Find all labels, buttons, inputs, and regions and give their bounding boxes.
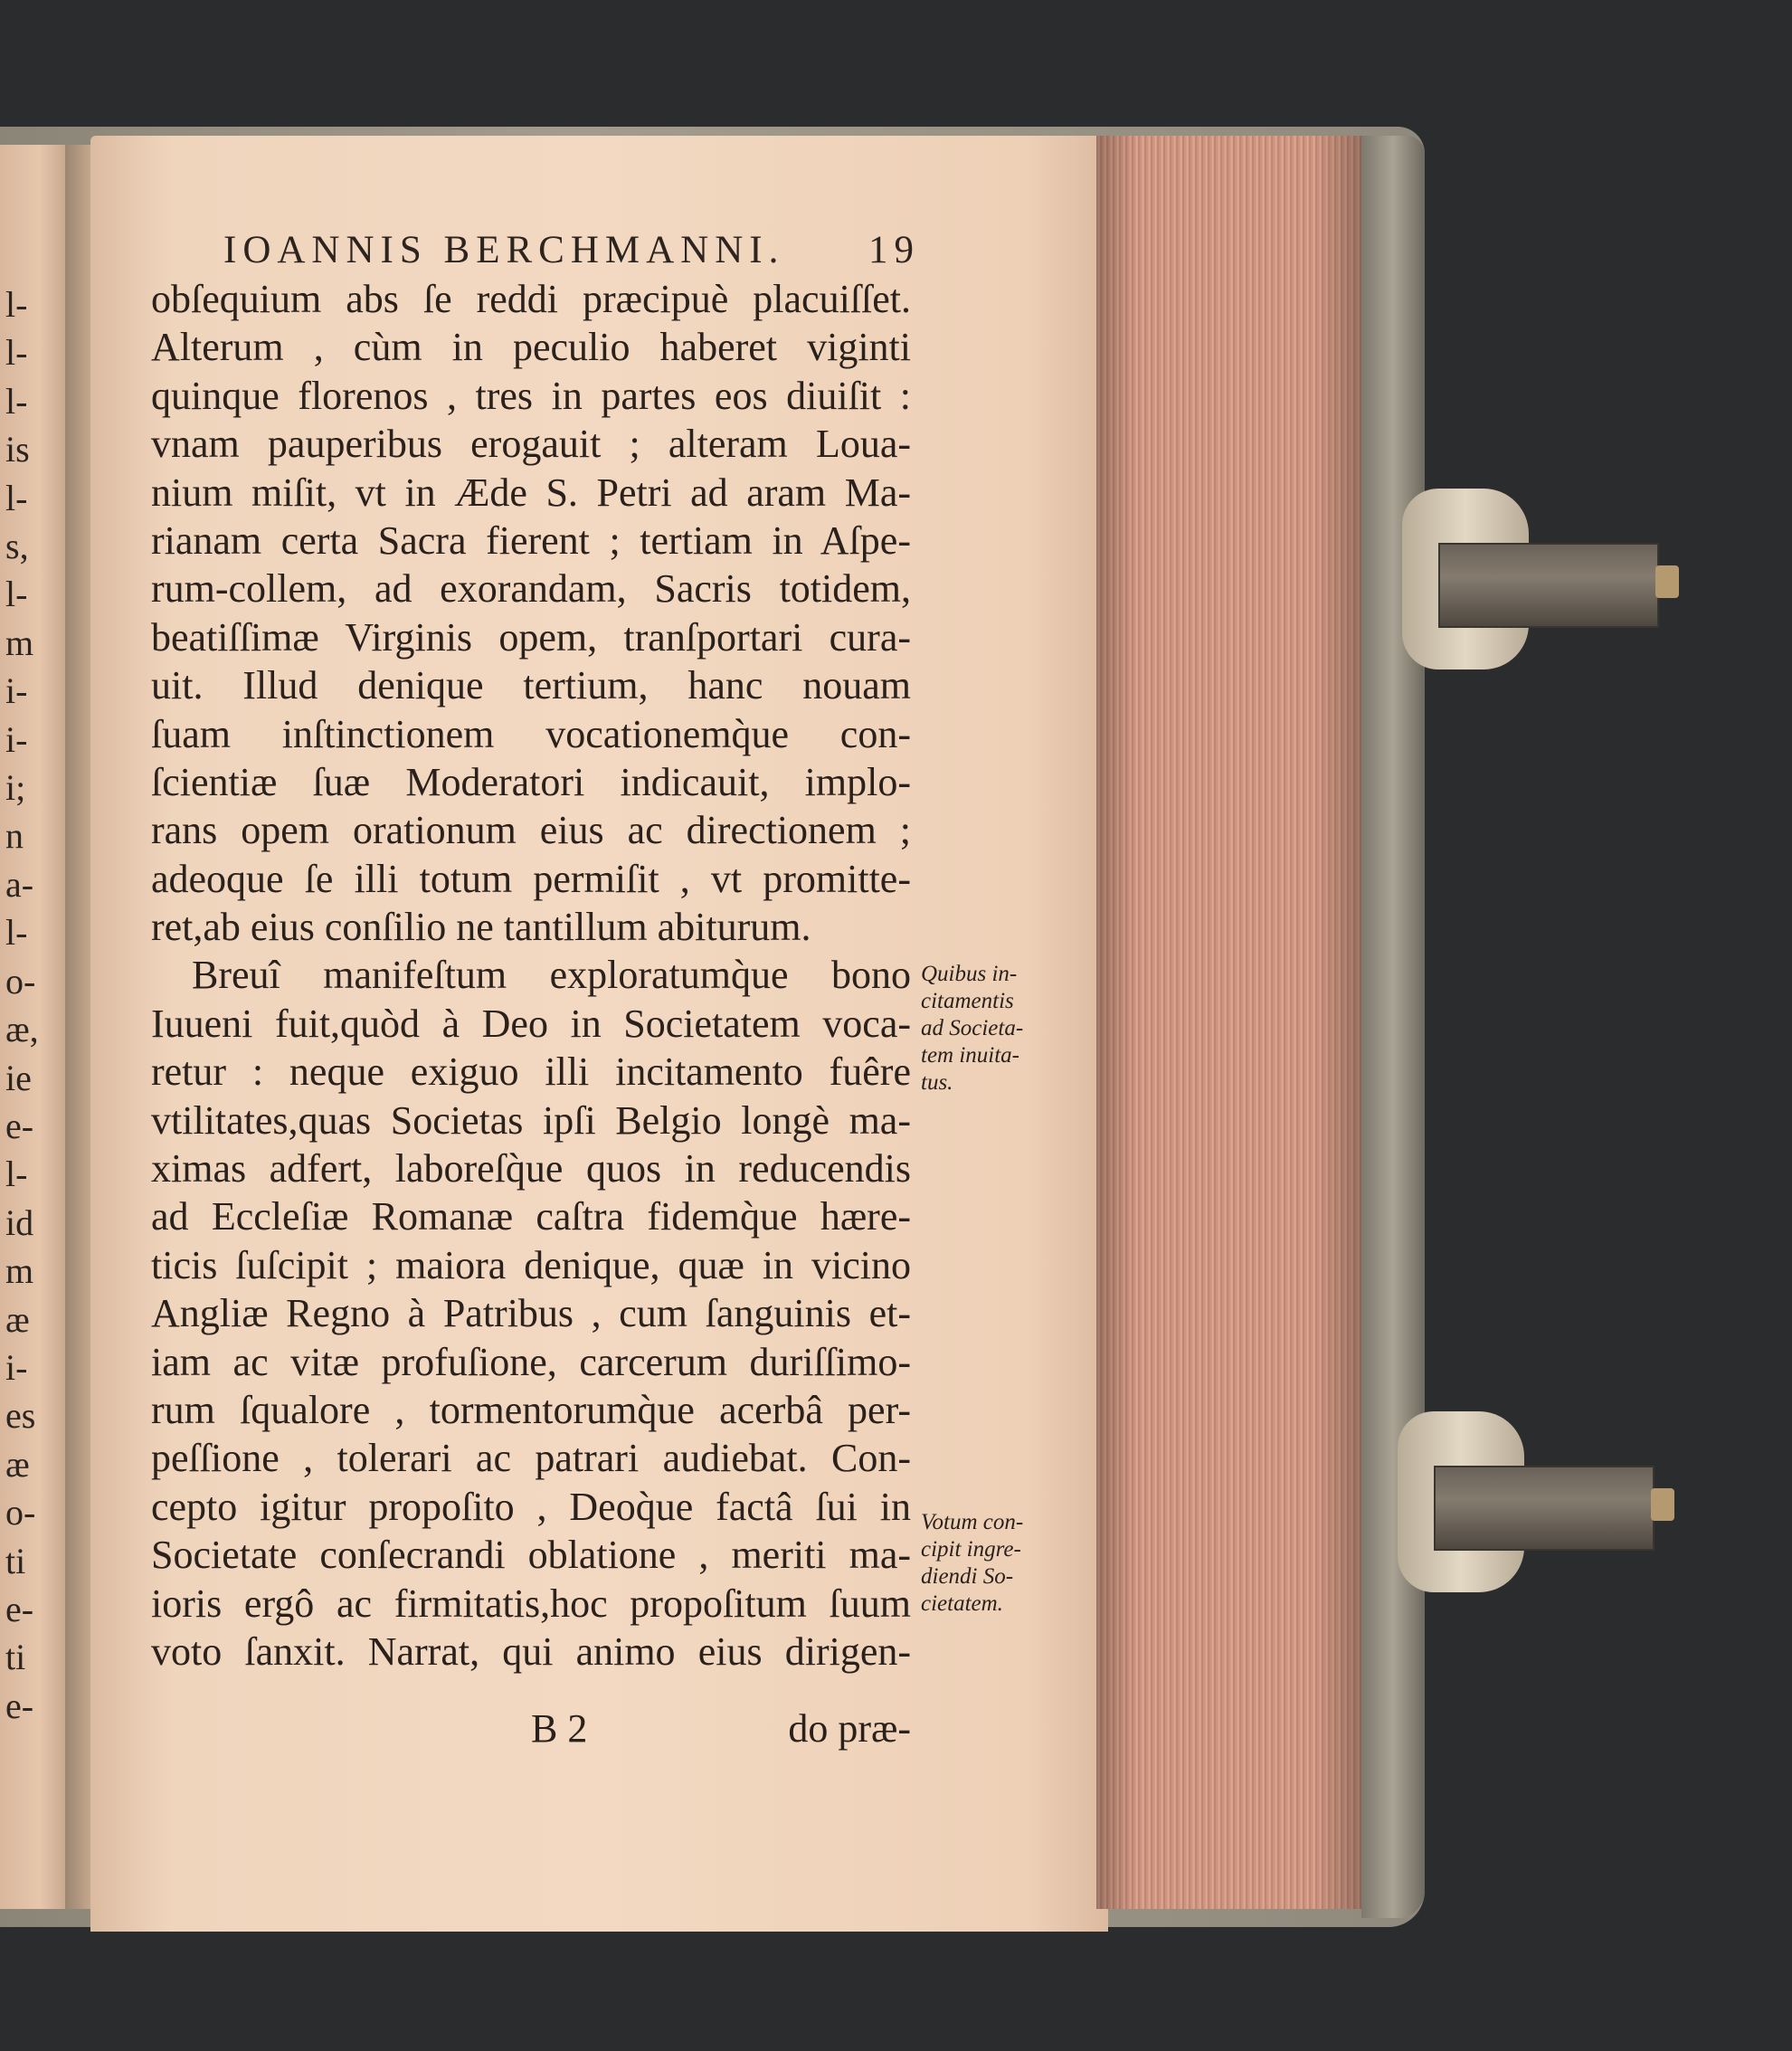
left-fragment: m (5, 622, 34, 663)
cover-edge (1361, 136, 1425, 1918)
left-fragment: id (5, 1201, 34, 1243)
marginal-note (921, 1509, 1079, 1618)
left-fragment: ie (5, 1057, 32, 1098)
left-fragment: m (5, 1250, 34, 1292)
marginal-note-line: ad Societa- (921, 1016, 1024, 1040)
left-fragment: l- (5, 284, 28, 325)
left-fragment: s, (5, 526, 29, 567)
text-line: vtilitates,quas Societas ipſi Belgio longè ma- (151, 1097, 911, 1143)
left-fragment: l- (5, 477, 28, 518)
page-number: 19 (868, 228, 920, 271)
page-edges-shadow (1096, 136, 1368, 1909)
text-line: rianam certa Sacra fierent ; tertiam in Aſpe- (151, 517, 911, 563)
text-line: adeoque ſe illi totum permiſit , vt promitte- (151, 856, 911, 901)
text-line: ret,ab eius conſilio ne tantillum abiturum. (151, 905, 811, 950)
left-fragment: a- (5, 863, 34, 905)
clasp-strap (1434, 1466, 1655, 1551)
left-fragment: e- (5, 1685, 34, 1726)
marginal-note-line: diendi So- (921, 1564, 1014, 1589)
left-fragment: l- (5, 380, 28, 422)
running-head (223, 223, 920, 277)
left-page (0, 145, 65, 1909)
left-fragment: ti (5, 1540, 26, 1581)
book-gutter (65, 145, 92, 1909)
body-text (151, 275, 911, 1676)
catchword: do præ- (788, 1706, 911, 1751)
text-line: Societate conſecrandi oblatione , meriti ma- (151, 1533, 911, 1578)
text-line: ximas adfert, laboreſq̀ue quos in reducendis (151, 1146, 911, 1192)
left-fragment: l- (5, 1154, 28, 1195)
text-line: Breuî manifeſtum exploratumq̀ue bono (192, 953, 911, 998)
left-page-fragments (5, 280, 60, 1730)
text-line: voto ſanxit. Narrat, qui animo eius dirigen- (151, 1628, 911, 1674)
text-line: iam ac vitæ profuſione, carcerum duriſſimo- (151, 1339, 911, 1384)
left-fragment: l- (5, 332, 28, 374)
clasp-strap (1438, 543, 1659, 628)
marginal-note-line: tem inuita- (921, 1043, 1020, 1068)
text-line: ſuam inſtinctionem vocationemq̀ue con- (151, 711, 911, 756)
marginal-note-line: cietatem. (921, 1591, 1003, 1616)
running-head-title: IOANNIS BERCHMANNI. (223, 228, 785, 271)
left-fragment: i; (5, 767, 26, 809)
text-line: Alterum , cùm in peculio haberet viginti (151, 325, 911, 370)
marginal-note-line: Quibus in- (921, 962, 1018, 986)
text-line: obſequium abs ſe reddi præcipuè placuiſſet. (151, 277, 911, 321)
left-fragment: æ, (5, 1009, 39, 1050)
marginal-note-line: cipit ingre- (921, 1537, 1021, 1562)
left-fragment: æ (5, 1298, 30, 1340)
text-line: retur : neque exiguo illi incitamento fuêre (151, 1049, 911, 1095)
text-line: rans opem orationum eius ac directionem ; (151, 808, 911, 853)
text-line: cepto igitur propoſito , Deoq̀ue factâ ſui in (151, 1484, 911, 1529)
text-line: ioris ergô ac firmitatis,hoc propoſitum ſuum (151, 1581, 911, 1626)
text-line: Iuueni fuit,quòd à Deo in Societatem voca- (151, 1001, 911, 1046)
marginal-note (921, 961, 1079, 1097)
text-line: ticis ſuſcipit ; maiora denique, quæ in vicino (151, 1242, 911, 1287)
left-fragment: e- (5, 1588, 34, 1629)
text-line: rum-collem, ad exorandam, Sacris totidem, (151, 566, 911, 612)
left-fragment: i- (5, 718, 28, 760)
left-fragment: o- (5, 1492, 36, 1534)
left-fragment: i- (5, 1346, 28, 1388)
left-fragment: e- (5, 1105, 34, 1146)
marginal-note-line: citamentis (921, 989, 1014, 1013)
left-fragment: es (5, 1395, 36, 1437)
text-line: beatiſſimæ Virginis opem, tranſportari cura- (151, 614, 911, 660)
clasp-pin (1651, 1488, 1674, 1521)
marginal-note-line: Votum con- (921, 1510, 1024, 1534)
left-fragment: n (5, 815, 24, 857)
left-fragment: o- (5, 960, 36, 1002)
text-line: quinque florenos , tres in partes eos diuiſit : (151, 373, 911, 418)
marginal-note-line: tus. (921, 1070, 953, 1095)
text-line: peſſione , tolerari ac patrari audiebat. Con- (151, 1436, 911, 1481)
clasp-pin (1655, 565, 1679, 598)
text-line: uit. Illud denique tertium, hanc nouam (151, 663, 911, 708)
text-line: ad Eccleſiæ Romanæ caſtra fidemq̀ue hære- (151, 1194, 911, 1239)
left-fragment: l- (5, 574, 28, 615)
text-line: rum ſqualore , tormentorumq̀ue acerbâ per- (151, 1387, 911, 1432)
left-fragment: i- (5, 670, 28, 712)
text-line: ſcientiæ ſuæ Moderatori indicauit, implo- (151, 759, 911, 804)
signature-mark: B 2 (531, 1706, 588, 1751)
left-fragment: æ (5, 1443, 30, 1485)
left-fragment: is (5, 429, 30, 470)
left-fragment: ti (5, 1637, 26, 1678)
left-fragment: l- (5, 912, 28, 954)
text-line: vnam pauperibus erogauit ; alteram Loua- (151, 422, 911, 467)
text-line: nium miſit, vt in Æde S. Petri ad aram Ma- (151, 470, 911, 515)
signature-line (151, 1705, 911, 1754)
text-line: Angliæ Regno à Patribus , cum ſanguinis et- (151, 1291, 911, 1336)
